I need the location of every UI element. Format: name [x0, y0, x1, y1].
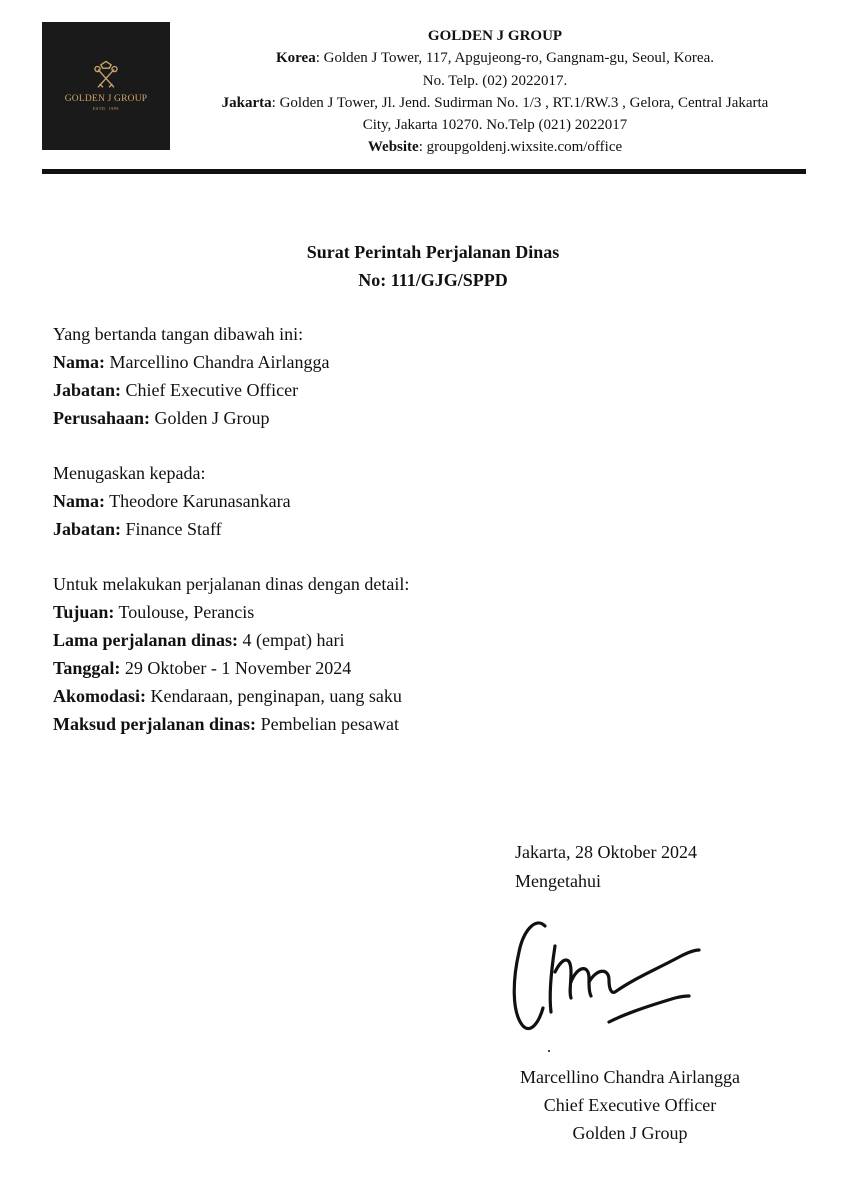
place-date: Jakarta, 28 Oktober 2024	[515, 842, 697, 862]
field-label: Lama perjalanan dinas:	[53, 630, 239, 650]
trip-duration-row	[53, 626, 409, 654]
trip-section	[53, 570, 409, 738]
field-label: Maksud perjalanan dinas:	[53, 714, 257, 734]
field-value: Pembelian pesawat	[256, 714, 400, 734]
jakarta-address-line-2: City, Jakarta 10270. No.Telp (021) 2022017	[362, 117, 628, 134]
field-label: Perusahaan:	[53, 408, 151, 428]
field-value: Chief Executive Officer	[121, 380, 299, 400]
document-title-block	[0, 238, 849, 294]
logo-wordmark: GOLDEN J GROUP	[64, 93, 148, 104]
document-number: No: 111/GJG/SPPD	[358, 270, 508, 290]
field-value: Kendaraan, penginapan, uang saku	[146, 686, 402, 706]
handwritten-signature	[505, 912, 705, 1042]
field-value: 4 (empat) hari	[238, 630, 345, 650]
assignee-position-row	[53, 515, 291, 543]
field-label: Nama:	[53, 352, 105, 372]
assignee-intro: Menugaskan kepada:	[53, 463, 206, 483]
acknowledged-label: Mengetahui	[515, 871, 601, 891]
field-value: Finance Staff	[121, 519, 222, 539]
field-value: Theodore Karunasankara	[105, 491, 291, 511]
signatory-intro: Yang bertanda tangan dibawah ini:	[53, 324, 304, 344]
signatory-company-row	[53, 404, 329, 432]
logo-established: ESTD. 1999	[93, 105, 119, 111]
signer-name: Marcellino Chandra Airlangga	[520, 1067, 740, 1087]
field-label: Tanggal:	[53, 658, 121, 678]
trip-date-row	[53, 654, 409, 682]
trip-purpose-row	[53, 710, 409, 738]
field-label: Nama:	[53, 491, 105, 511]
company-logo	[42, 22, 170, 150]
jakarta-address: : Golden J Tower, Jl. Jend. Sudirman No. 1/3 , RT.1/RW.3 , Gelora, Central Jakarta	[271, 94, 769, 111]
website-url: : groupgoldenj.wixsite.com/office	[418, 139, 623, 156]
assignee-name-row	[53, 487, 291, 515]
jakarta-label: Jakarta	[221, 94, 272, 111]
signatory-position-row	[53, 376, 329, 404]
website-line	[180, 136, 810, 158]
korea-phone: No. Telp. (02) 2022017.	[422, 72, 568, 89]
website-label: Website	[367, 139, 419, 156]
korea-address-line	[180, 47, 810, 69]
signatory-name-row	[53, 348, 329, 376]
signer-company: Golden J Group	[572, 1123, 688, 1143]
signer-position: Chief Executive Officer	[543, 1095, 717, 1115]
field-value: 29 Oktober - 1 November 2024	[120, 658, 352, 678]
field-label: Jabatan:	[53, 519, 122, 539]
trip-intro: Untuk melakukan perjalanan dinas dengan detail:	[53, 574, 410, 594]
trip-destination-row	[53, 598, 409, 626]
header-divider	[42, 169, 806, 174]
field-label: Tujuan:	[53, 602, 115, 622]
signatory-section	[53, 320, 329, 432]
signature-dot	[548, 1050, 550, 1052]
letterhead	[180, 25, 810, 159]
crossed-keys-crown-icon	[89, 58, 123, 92]
document-title: Surat Perintah Perjalanan Dinas	[306, 242, 560, 262]
field-value: Toulouse, Perancis	[114, 602, 255, 622]
signer-block	[480, 1063, 780, 1147]
assignee-section	[53, 459, 291, 543]
field-label: Akomodasi:	[53, 686, 147, 706]
field-label: Jabatan:	[53, 380, 122, 400]
korea-address: : Golden J Tower, 117, Apgujeong-ro, Gangnam-gu, Seoul, Korea.	[315, 50, 714, 67]
place-date-block	[515, 838, 697, 896]
korea-label: Korea	[276, 50, 316, 67]
trip-accommodation-row	[53, 682, 409, 710]
field-value: Marcellino Chandra Airlangga	[105, 352, 330, 372]
jakarta-address-line	[180, 92, 810, 114]
letterhead-company: GOLDEN J GROUP	[427, 28, 563, 44]
field-value: Golden J Group	[150, 408, 270, 428]
